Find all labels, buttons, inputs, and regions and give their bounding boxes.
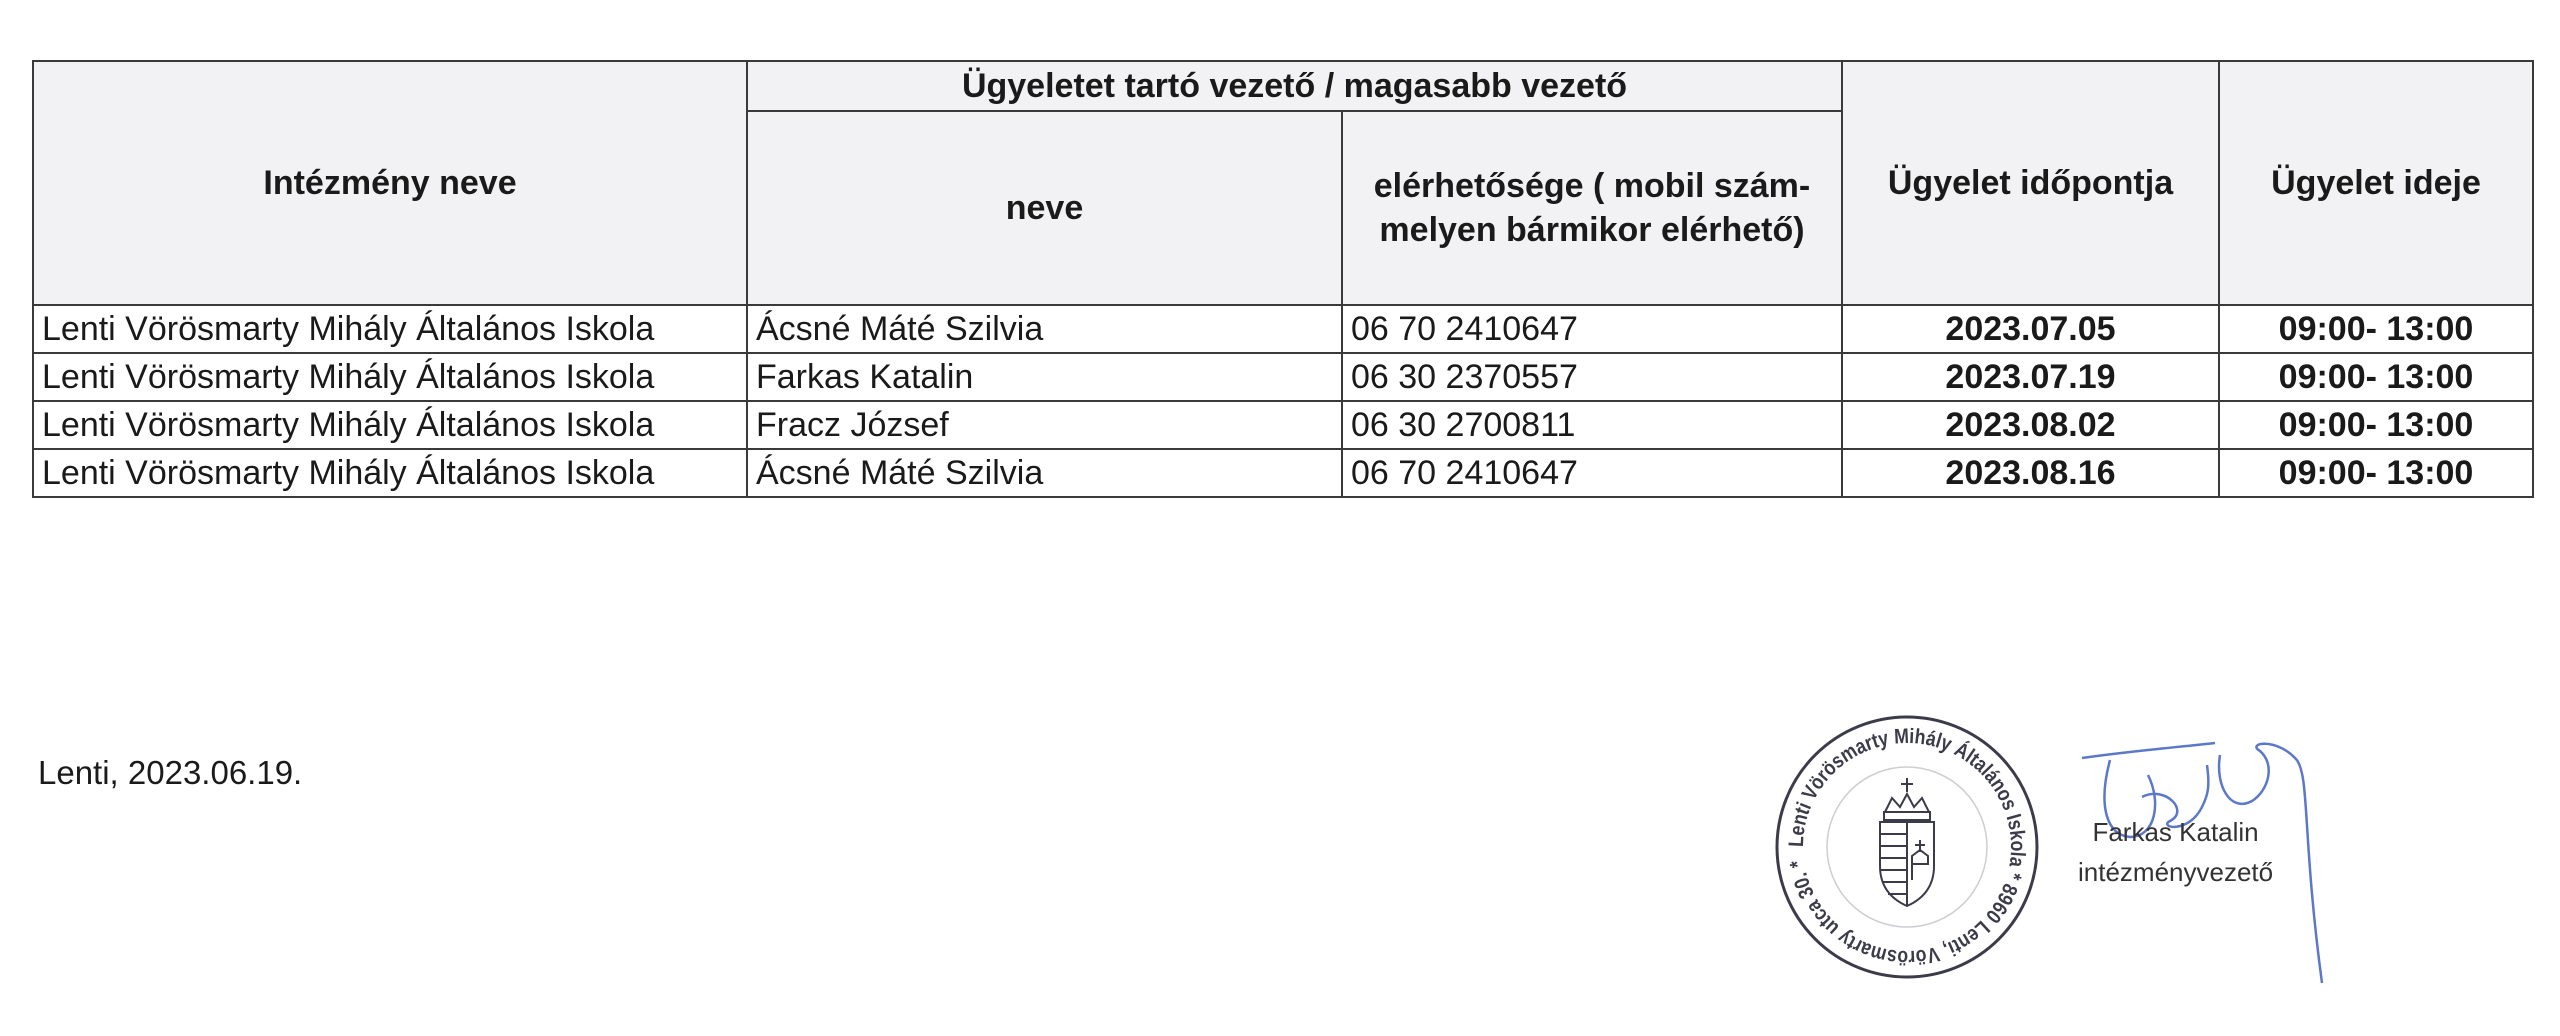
header-contact-line-2: melyen bármikor elérhető) <box>1379 211 1805 249</box>
cell-duty-date: 2023.08.02 <box>1842 401 2219 449</box>
header-duty-time: Ügyelet ideje <box>2219 61 2533 305</box>
table-row <box>33 449 2533 497</box>
stamp-text: Lenti Vörösmarty Mihály Általános Iskola * 8960 Lenti, Vörösmarty utca 30. * <box>1784 724 2030 970</box>
header-leader-contact <box>1342 111 1842 305</box>
cell-duty-time: 09:00- 13:00 <box>2219 449 2533 497</box>
cell-phone: 06 30 2700811 <box>1342 401 1842 449</box>
header-leader-name: neve <box>747 111 1342 305</box>
place-and-date: Lenti, 2023.06.19. <box>38 754 303 791</box>
cell-duty-date: 2023.07.19 <box>1842 353 2219 401</box>
cell-duty-time: 09:00- 13:00 <box>2219 401 2533 449</box>
coat-of-arms-icon <box>1880 778 1934 906</box>
header-institution: Intézmény neve <box>33 61 747 305</box>
cell-leader-name: Fracz József <box>747 401 1342 449</box>
signer-block <box>2078 812 2273 892</box>
header-leader-group: Ügyeletet tartó vezető / magasabb vezető <box>747 61 1842 111</box>
cell-phone: 06 70 2410647 <box>1342 449 1842 497</box>
table-row <box>33 401 2533 449</box>
duty-schedule-table <box>32 60 2534 498</box>
cell-institution: Lenti Vörösmarty Mihály Általános Iskola <box>33 401 747 449</box>
cell-duty-time: 09:00- 13:00 <box>2219 353 2533 401</box>
table-row <box>33 353 2533 401</box>
cell-phone: 06 30 2370557 <box>1342 353 1842 401</box>
cell-duty-date: 2023.07.05 <box>1842 305 2219 353</box>
signer-name: Farkas Katalin <box>2092 817 2259 847</box>
header-contact-line-1: elérhetősége ( mobil szám- <box>1373 167 1811 205</box>
cell-leader-name: Farkas Katalin <box>747 353 1342 401</box>
table-row <box>33 305 2533 353</box>
cell-institution: Lenti Vörösmarty Mihály Általános Iskola <box>33 353 747 401</box>
cell-institution: Lenti Vörösmarty Mihály Általános Iskola <box>33 305 747 353</box>
signer-title: intézményvezető <box>2078 857 2274 887</box>
cell-leader-name: Ácsné Máté Szilvia <box>747 449 1342 497</box>
cell-phone: 06 70 2410647 <box>1342 305 1842 353</box>
cell-duty-time: 09:00- 13:00 <box>2219 305 2533 353</box>
cell-leader-name: Ácsné Máté Szilvia <box>747 305 1342 353</box>
cell-institution: Lenti Vörösmarty Mihály Általános Iskola <box>33 449 747 497</box>
cell-duty-date: 2023.08.16 <box>1842 449 2219 497</box>
school-stamp <box>1772 712 2042 982</box>
header-duty-date: Ügyelet időpontja <box>1842 61 2219 305</box>
